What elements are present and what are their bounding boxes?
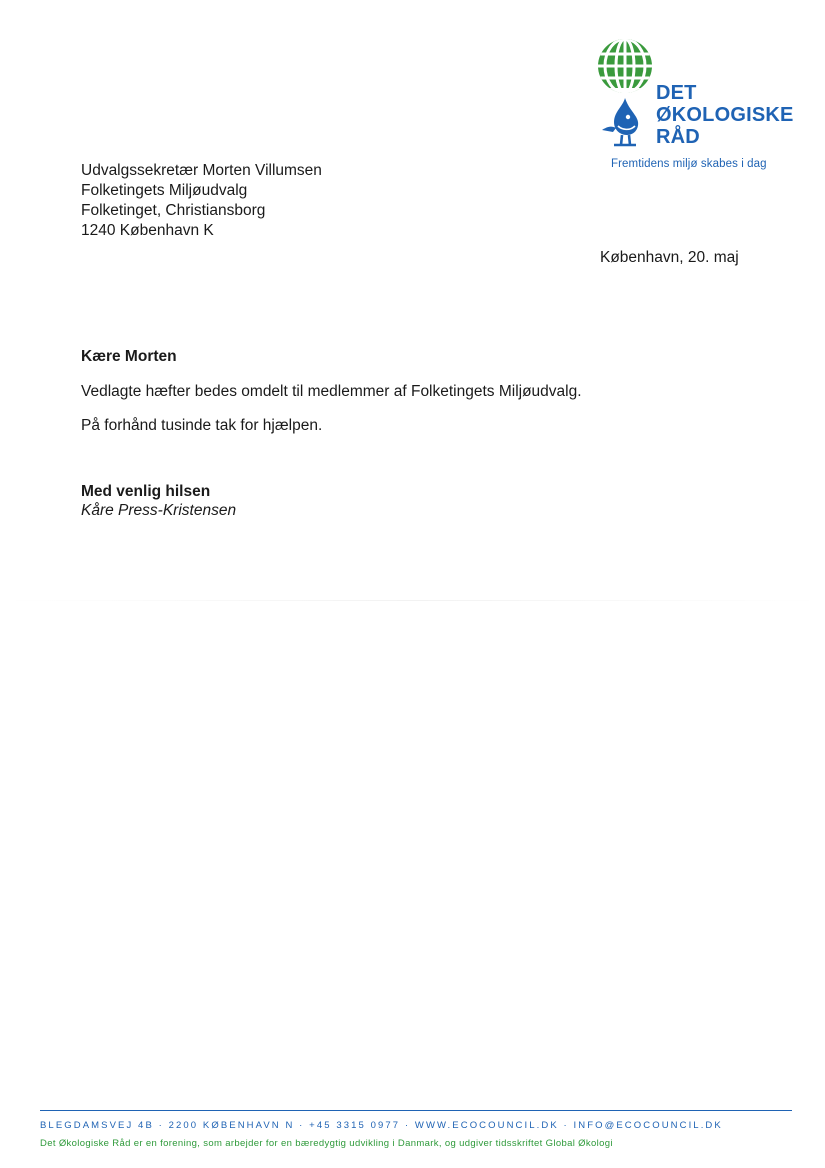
globe-bird-logo-icon: [596, 38, 660, 148]
recipient-line: 1240 København K: [81, 222, 214, 239]
signature-name: Kåre Press-Kristensen: [81, 502, 237, 519]
letter-date: København, 20. maj: [600, 249, 739, 266]
body-paragraph: På forhånd tusinde tak for hjælpen.: [81, 417, 323, 434]
organization-name-line: RÅD: [656, 126, 700, 148]
fold-line: [0, 600, 825, 601]
footer-description: Det Økologiske Råd er en forening, som arbejder for en bæredygtig udvikling i Danmark, og udgiver tidsskriftet Global Økologi: [40, 1138, 613, 1149]
recipient-line: Folketinget, Christiansborg: [81, 202, 266, 219]
organization-name-line: DET: [656, 82, 697, 104]
recipient-line: Udvalgssekretær Morten Villumsen: [81, 162, 322, 179]
footer-contact: BLEGDAMSVEJ 4B · 2200 KØBENHAVN N · +45 3315 0977 · WWW.ECOCOUNCIL.DK · INFO@ECOCOUNCIL.DK: [40, 1120, 723, 1131]
footer-divider: [40, 1110, 792, 1111]
body-paragraph: Vedlagte hæfter bedes omdelt til medlemmer af Folketingets Miljøudvalg.: [81, 383, 582, 400]
organization-name: [656, 82, 794, 148]
organization-tagline: Fremtidens miljø skabes i dag: [611, 158, 767, 170]
organization-name-line: ØKOLOGISKE: [656, 104, 794, 126]
closing-phrase: Med venlig hilsen: [81, 483, 211, 500]
salutation: Kære Morten: [81, 348, 177, 365]
recipient-line: Folketingets Miljøudvalg: [81, 182, 248, 199]
organization-logo: [596, 38, 796, 178]
recipient-address: [81, 161, 322, 241]
